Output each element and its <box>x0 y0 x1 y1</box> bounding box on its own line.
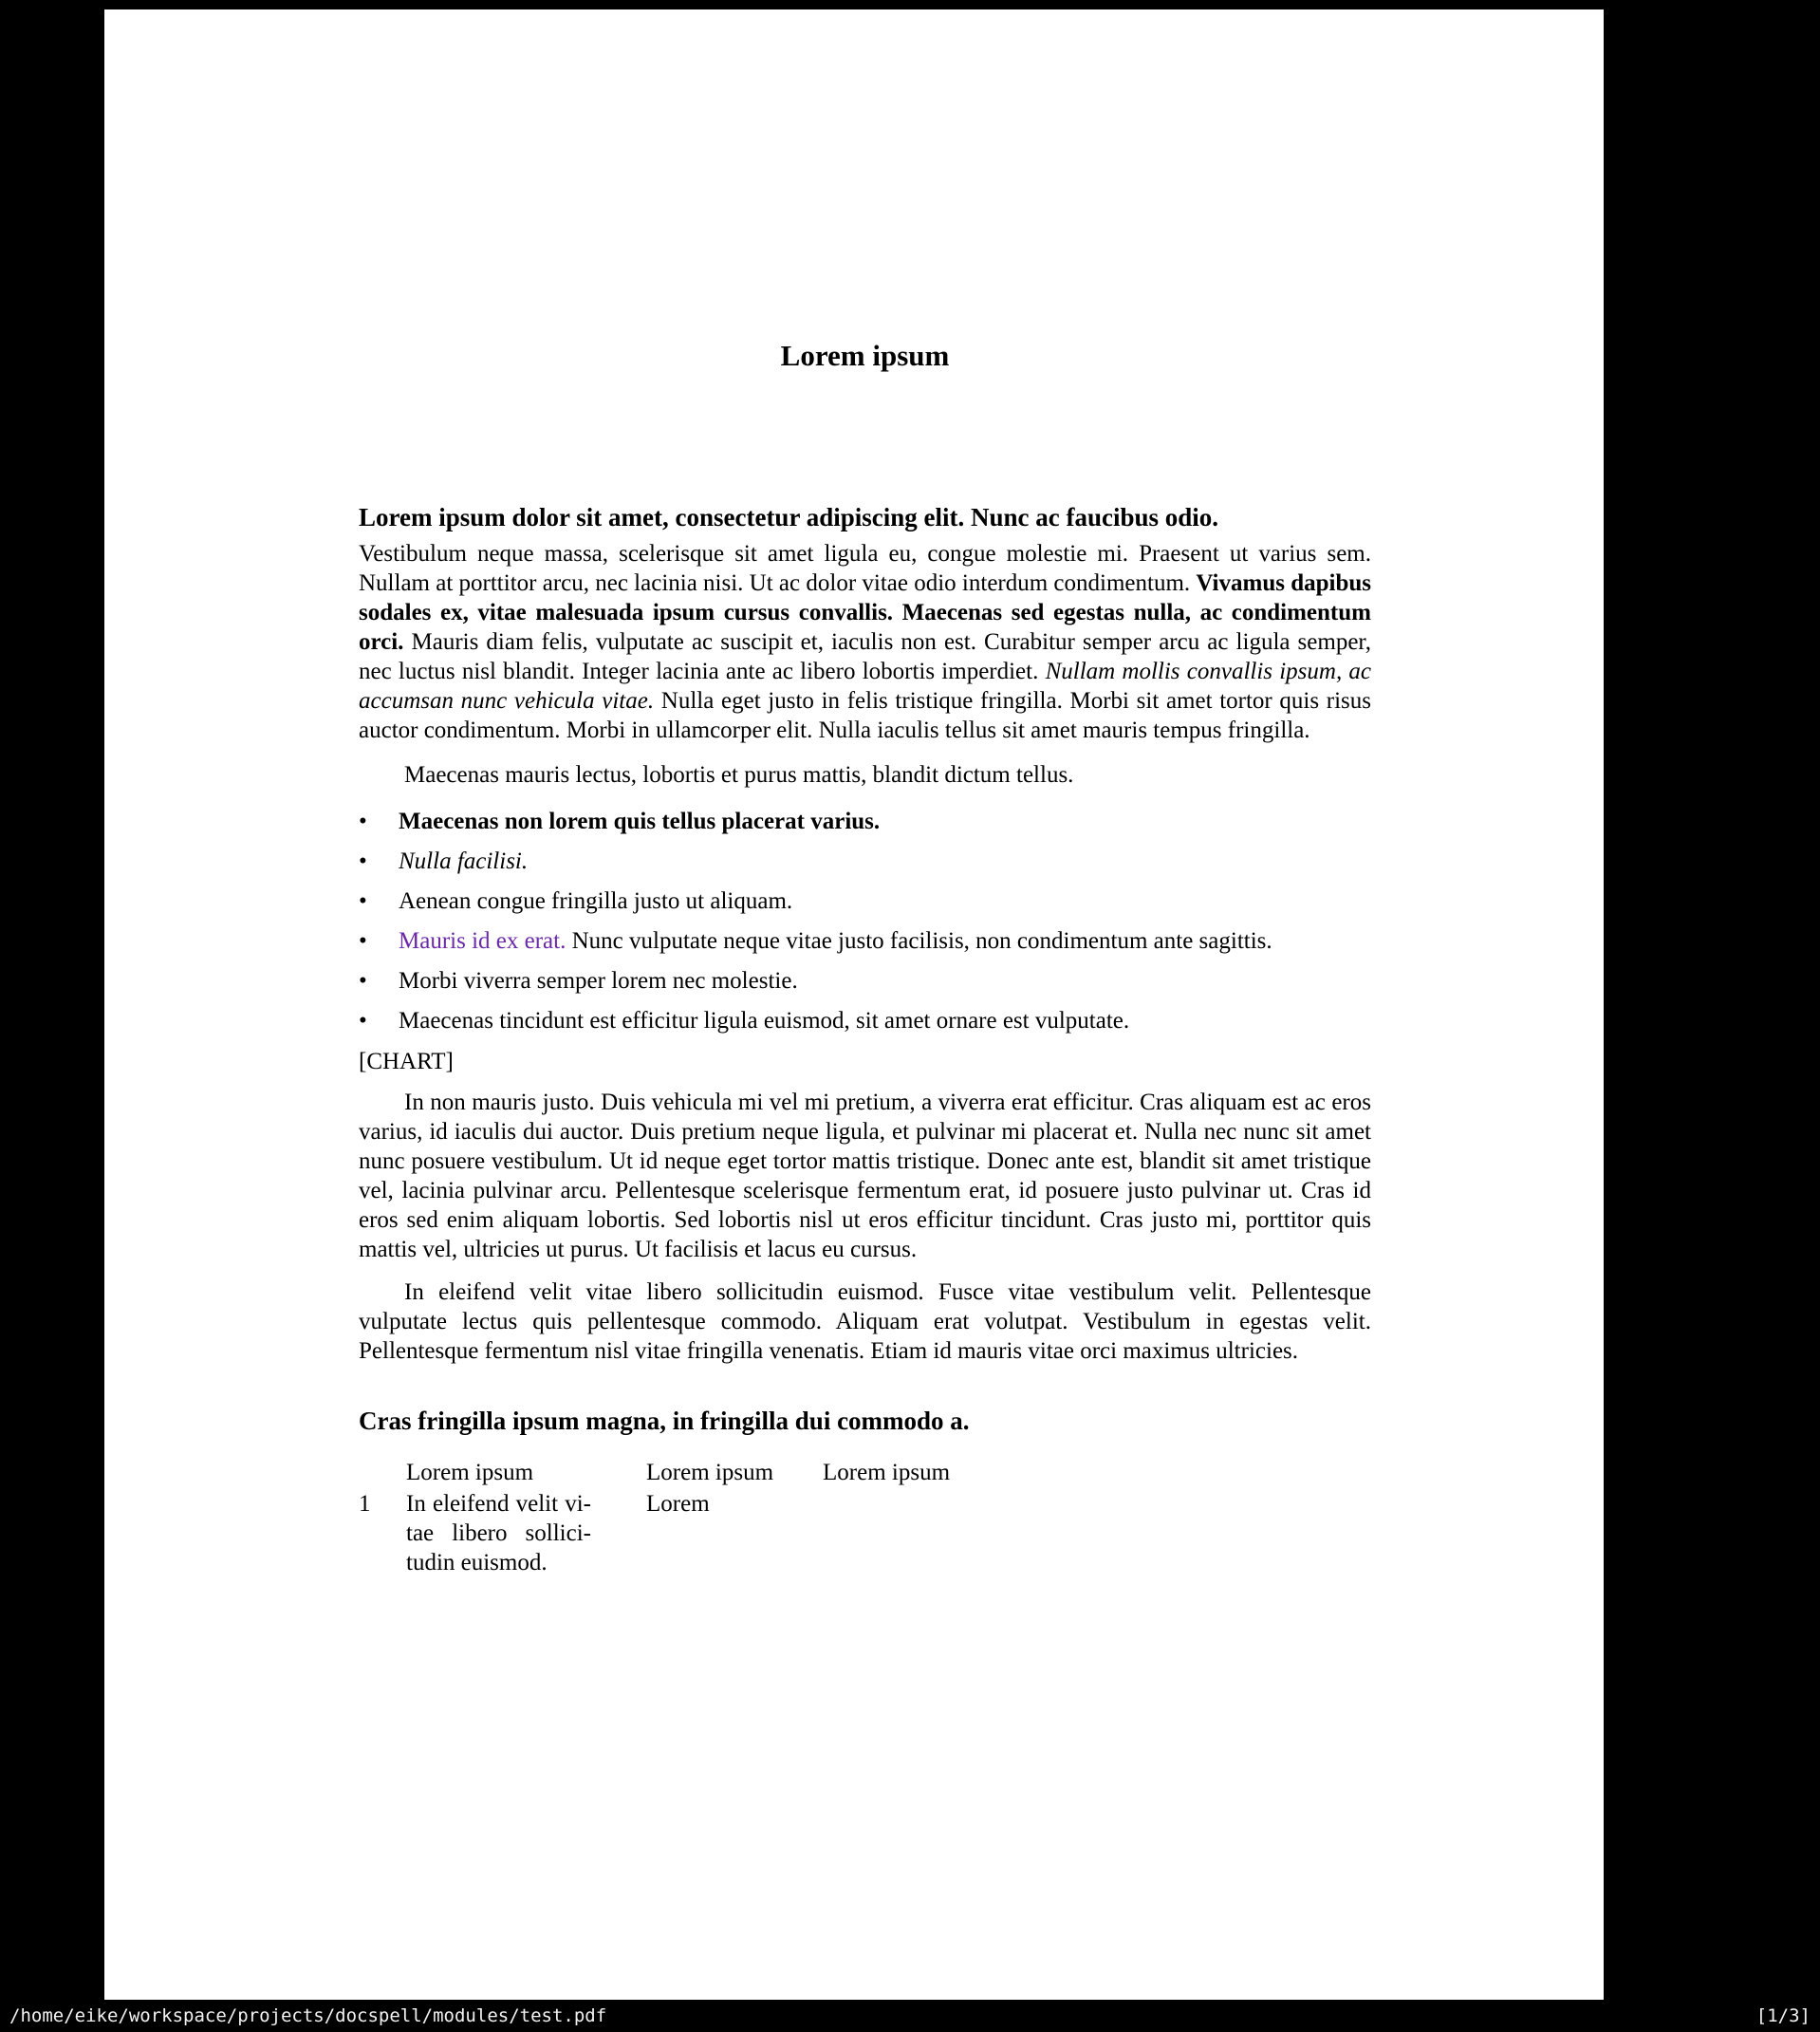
table-cell-line: In eleifend velit vi- <box>406 1491 591 1517</box>
indented-line: Maecenas mauris lectus, lobortis et purus mattis, blandit dictum tellus. <box>404 762 1074 788</box>
table-header-3: Lorem ipsum <box>823 1460 951 1485</box>
bullet-item-3 <box>359 886 1371 916</box>
bullet-marker: • <box>359 1008 367 1034</box>
bullet-item-6 <box>359 1006 1371 1035</box>
section-heading-2: Cras fringilla ipsum magna, in fringilla dui commodo a. <box>359 1407 970 1435</box>
bullet-text: Nulla facilisi. <box>399 848 529 874</box>
inline-link: Mauris id ex erat. <box>399 928 566 954</box>
bullet-marker: • <box>359 968 367 994</box>
paragraph-2: In non mauris justo. Duis vehicula mi vel mi pretium, a viverra erat efficitur. Cras aliquam est ac eros varius, id iaculis dui auctor. Duis pretium neque ligula, et pulvinar mi placerat et. Nulla nec nunc sit amet nunc posuere vestibulum. Ut id neque eget tortor mattis tristique. Donec ante est, blandit sit amet tristique vel, lacinia pulvinar arcu. Pellentesque scelerisque fermentum erat, id posuere justo pulvinar ut. Cras id eros sed enim aliquam lobortis. Sed lobortis nisl ut eros efficitur tincidunt. Cras justo mi, porttitor quis mattis vel, ultricies ut purus. Ut facilisis et lacus eu cursus. <box>359 1090 1371 1262</box>
bullet-marker: • <box>359 928 367 954</box>
bullet-list <box>359 807 1371 1035</box>
section-heading-1: Lorem ipsum dolor sit amet, consectetur adipiscing elit. Nunc ac faucibus odio. <box>359 503 1219 531</box>
bullet-marker: • <box>359 848 367 874</box>
table-cell-1 <box>406 1489 646 1577</box>
bullet-text: Aenean congue fringilla justo ut aliquam. <box>399 888 793 914</box>
table-cell-num: 1 <box>359 1491 371 1517</box>
bullet-item-1 <box>359 807 1371 836</box>
bullet-text: Maecenas tincidunt est efficitur ligula euismod, sit amet ornare est vulputate. <box>399 1008 1130 1034</box>
document-title: Lorem ipsum <box>780 339 950 372</box>
paragraph-1: Vestibulum neque massa, scelerisque sit amet ligula eu, congue molestie mi. Praesent ut varius sem. Nullam at porttitor arcu, nec lacinia nisi. Ut ac dolor vitae odio interdum condimentum. Vivamus dapibus sodales ex, vitae malesuada ipsum cursus convallis. Maecenas sed egestas nulla, ac condimentum orci. Mauris diam felis, vulputate ac suscipit et, iaculis non est. Curabitur semper arcu ac ligula semper, nec luctus nisl blandit. Integer lacinia ante ac libero lobortis imperdiet. Nullam mollis convallis ipsum, ac accumsan nunc vehicula vitae. Nulla eget justo in felis tristique fringilla. Morbi sit amet tortor quis risus auctor condimentum. Morbi in ullamcorper elit. Nulla iaculis tellus sit amet mauris tempus fringilla. <box>359 541 1372 743</box>
bullet-marker: • <box>359 809 367 834</box>
bullet-item-2 <box>359 847 1371 876</box>
table-header-1: Lorem ipsum <box>406 1460 534 1485</box>
document-table <box>359 1458 1371 1577</box>
bullet-text: Maecenas non lorem quis tellus placerat varius. <box>399 809 881 834</box>
statusbar-page-indicator: [1/3] <box>1755 2005 1811 2026</box>
statusbar <box>0 2000 1820 2032</box>
table-cell-3 <box>823 1489 1371 1577</box>
table-cell-line: tae libero sollici- <box>406 1520 591 1546</box>
table-cell-2: Lorem <box>646 1491 710 1517</box>
paragraph-3: In eleifend velit vitae libero sollicitudin euismod. Fusce vitae vestibulum velit. Pellentesque vulputate lectus quis pellentesque commodo. Aliquam erat volutpat. Vestibulum in egestas velit. Pellentesque fermentum nisl vitae fringilla venenatis. Etiam id mauris vitae orci maximus ultricies. <box>359 1279 1371 1364</box>
bullet-text-link[interactable]: Mauris id ex erat. Nunc vulputate neque vitae justo facilisis, non condimentum ante sagittis. <box>399 928 1272 954</box>
chart-placeholder: [CHART] <box>359 1049 454 1074</box>
bullet-text: Morbi viverra semper lorem nec molestie. <box>399 968 798 994</box>
statusbar-file-path: /home/eike/workspace/projects/docspell/modules/test.pdf <box>9 2005 607 2026</box>
table-cell-line: tudin euismod. <box>406 1550 548 1575</box>
bullet-item-4-with-link[interactable] <box>359 926 1371 956</box>
table-header-num <box>359 1458 406 1489</box>
bullet-item-5 <box>359 966 1371 996</box>
bullet-marker: • <box>359 888 367 914</box>
table-header-2: Lorem ipsum <box>646 1460 774 1485</box>
pdf-page <box>104 9 1604 2000</box>
